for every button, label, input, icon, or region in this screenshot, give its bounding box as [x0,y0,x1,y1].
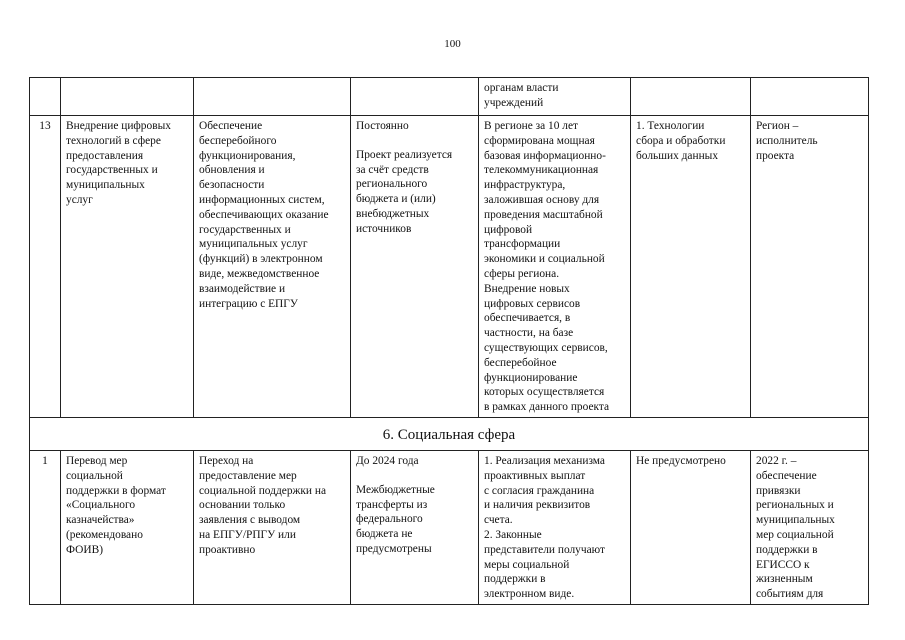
project-description: В регионе за 10 лет сформирована мощная базовая информационно- телекоммуникационная инфраструктура, заложившая основу для проведения масштабной цифровой трансформации экономики и социальной сферы региона. Внедрение новых цифровых сервисов обеспечивается, в частности, на базе существующих сервисов, бесперебойное функционирование которых осуществляется в рамках данного проекта [479,116,631,418]
cell-executor [751,78,869,116]
cell-technologies [631,78,751,116]
project-timing-funding [351,450,479,604]
project-timing: Постоянно [356,120,409,132]
cell-description: органам власти учреждений [479,78,631,116]
project-technologies: Не предусмотрено [631,450,751,604]
table-row-13 [30,116,869,418]
cell-timing [351,78,479,116]
project-funding: Межбюджетные трансферты из федерального бюджета не предусмотрены [356,483,435,555]
row-number: 1 [30,450,61,604]
section-header-row [30,417,869,450]
cell-goal [194,78,351,116]
table-row-continuation [30,78,869,116]
project-goal: Переход на предоставление мер социальной поддержки на основании только заявления с выводом на ЕПГУ/РПГУ или проактивно [194,450,351,604]
cell-name [61,78,194,116]
page-number: 100 [444,38,461,50]
cell-num [30,78,61,116]
row-number: 13 [30,116,61,418]
project-goal: Обеспечение бесперебойного функционирования, обновления и безопасности информационных систем, обеспечивающих оказание государственных и муниципальных услуг (функций) в электронном виде, межведомственное взаимодействие и интеграцию с ЕПГУ [194,116,351,418]
project-executor: Регион – исполнитель проекта [751,116,869,418]
project-timing-funding [351,116,479,418]
measures-table [29,77,869,605]
project-funding: Проект реализуется за счёт средств регионального бюджета и (или) внебюджетных источников [356,148,453,235]
project-name: Внедрение цифровых технологий в сфере предоставления государственных и муниципальных услуг [61,116,194,418]
project-description: 1. Реализация механизма проактивных выплат с согласия гражданина и наличия реквизитов счета. 2. Законные представители получают меры социальной поддержки в электронном виде. [479,450,631,604]
project-timing: До 2024 года [356,454,419,467]
project-executor: 2022 г. – обеспечение привязки региональных и муниципальных мер социальной поддержки в ЕГИССО к жизненным событиям для [751,450,869,604]
table-row-1 [30,450,869,604]
project-name: Перевод мер социальной поддержки в формат «Социального казначейства» (рекомендовано ФОИВ) [61,450,194,604]
project-technologies: 1. Технологии сбора и обработки больших данных [631,116,751,418]
section-title: 6. Социальная сфера [30,417,869,450]
